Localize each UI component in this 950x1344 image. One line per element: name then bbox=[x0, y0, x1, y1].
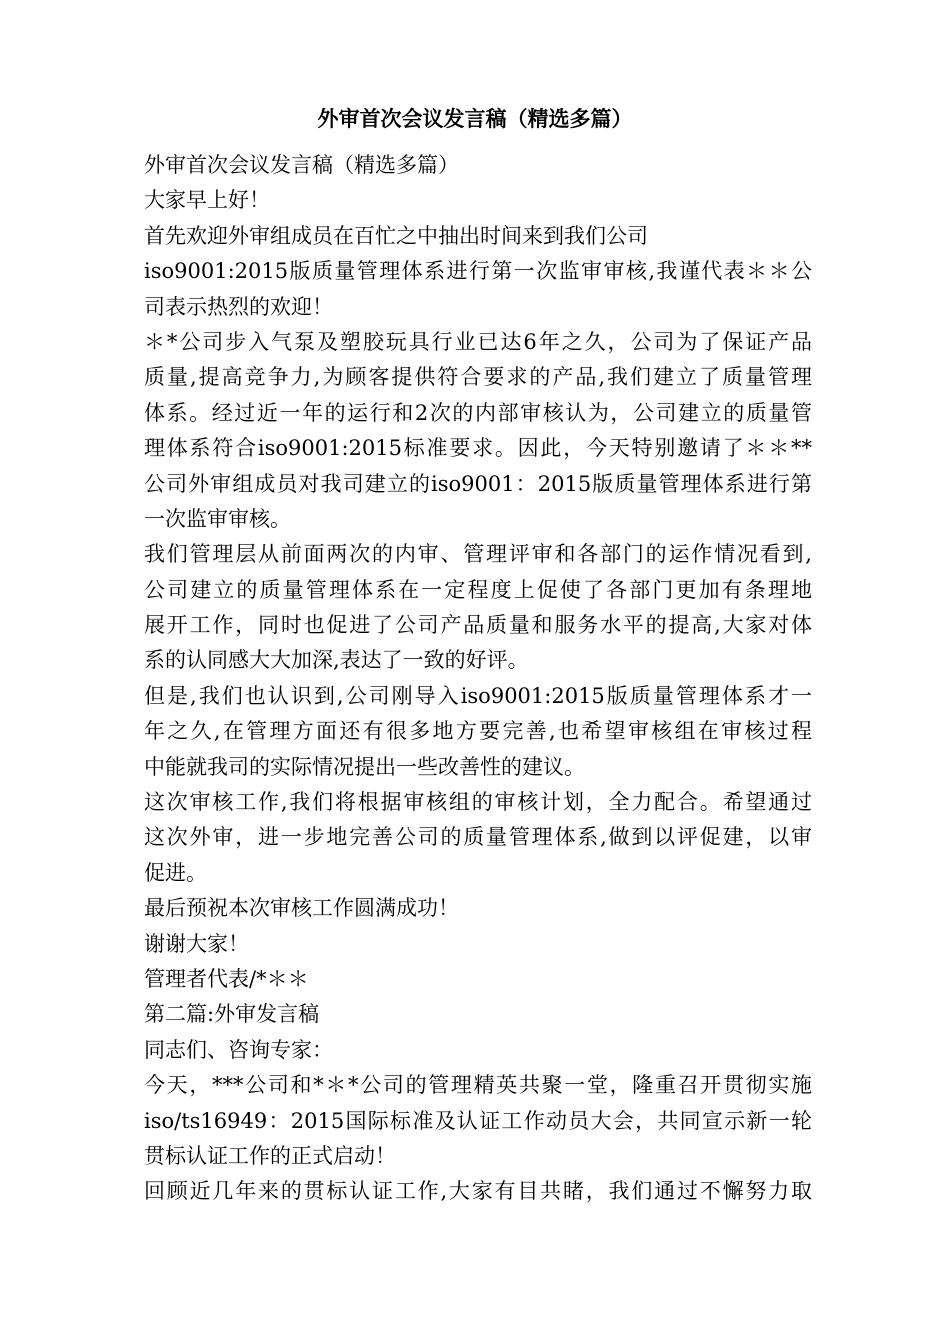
body-line: 大家早上好！ bbox=[144, 188, 270, 213]
body-line: iso/ts16949：2015国际标准及认证工作动员大会，共同宣示新一轮 bbox=[144, 1108, 812, 1133]
body-line: 展开工作，同时也促进了公司产品质量和服务水平的提高,大家对体 bbox=[144, 613, 812, 638]
body-line: 同志们、咨询专家： bbox=[144, 1037, 333, 1062]
body-line: 管理者代表/*＊＊ bbox=[144, 966, 309, 991]
body-line: 司表示热烈的欢迎！ bbox=[144, 294, 333, 319]
body-line: 我们管理层从前面两次的内审、管理评审和各部门的运作情况看到, bbox=[144, 542, 812, 567]
body-line: 体系。经过近一年的运行和2次的内部审核认为，公司建立的质量管 bbox=[144, 400, 812, 425]
body-line: ＊*公司步入气泵及塑胶玩具行业已达6年之久，公司为了保证产品 bbox=[144, 329, 812, 354]
body-line: 系的认同感大大加深,表达了一致的好评。 bbox=[144, 648, 529, 673]
body-line: 首先欢迎外审组成员在百忙之中抽出时间来到我们公司 bbox=[144, 223, 648, 248]
body-line: 今天，***公司和*＊*公司的管理精英共聚一堂，隆重召开贯彻实施 bbox=[144, 1073, 812, 1098]
body-line: 这次审核工作,我们将根据审核组的审核计划，全力配合。希望通过 bbox=[144, 790, 812, 815]
body-line: 中能就我司的实际情况提出一些改善性的建议。 bbox=[144, 754, 585, 779]
body-line: 最后预祝本次审核工作圆满成功！ bbox=[144, 896, 459, 921]
body-line: 第二篇:外审发言稿 bbox=[144, 1002, 320, 1027]
body-line: 贯标认证工作的正式启动！ bbox=[144, 1143, 396, 1168]
body-line: 促进。 bbox=[144, 860, 207, 885]
body-line: iso9001:2015版质量管理体系进行第一次监审审核,我谨代表＊＊公 bbox=[144, 259, 812, 284]
body-line: 但是,我们也认识到,公司刚导入iso9001:2015版质量管理体系才一 bbox=[144, 683, 812, 708]
body-line: 一次监审审核。 bbox=[144, 506, 291, 531]
body-line: 公司外审组成员对我司建立的iso9001：2015版质量管理体系进行第 bbox=[144, 471, 812, 496]
document-title: 外审首次会议发言稿（精选多篇） bbox=[317, 106, 633, 131]
body-line: 理体系符合iso9001:2015标准要求。因此，今天特别邀请了＊＊** bbox=[144, 436, 812, 461]
body-line: 谢谢大家！ bbox=[144, 931, 249, 956]
body-line: 这次外审，进一步地完善公司的质量管理体系,做到以评促建，以审 bbox=[144, 825, 812, 850]
body-line: 公司建立的质量管理体系在一定程度上促使了各部门更加有条理地 bbox=[144, 577, 812, 602]
body-line: 质量,提高竞争力,为顾客提供符合要求的产品,我们建立了质量管理 bbox=[144, 365, 812, 390]
document-body bbox=[144, 148, 812, 1210]
body-line: 回顾近几年来的贯标认证工作,大家有目共睹，我们通过不懈努力取 bbox=[144, 1179, 812, 1204]
body-line: 外审首次会议发言稿（精选多篇） bbox=[144, 153, 459, 177]
body-line: 年之久,在管理方面还有很多地方要完善,也希望审核组在审核过程 bbox=[144, 719, 812, 744]
